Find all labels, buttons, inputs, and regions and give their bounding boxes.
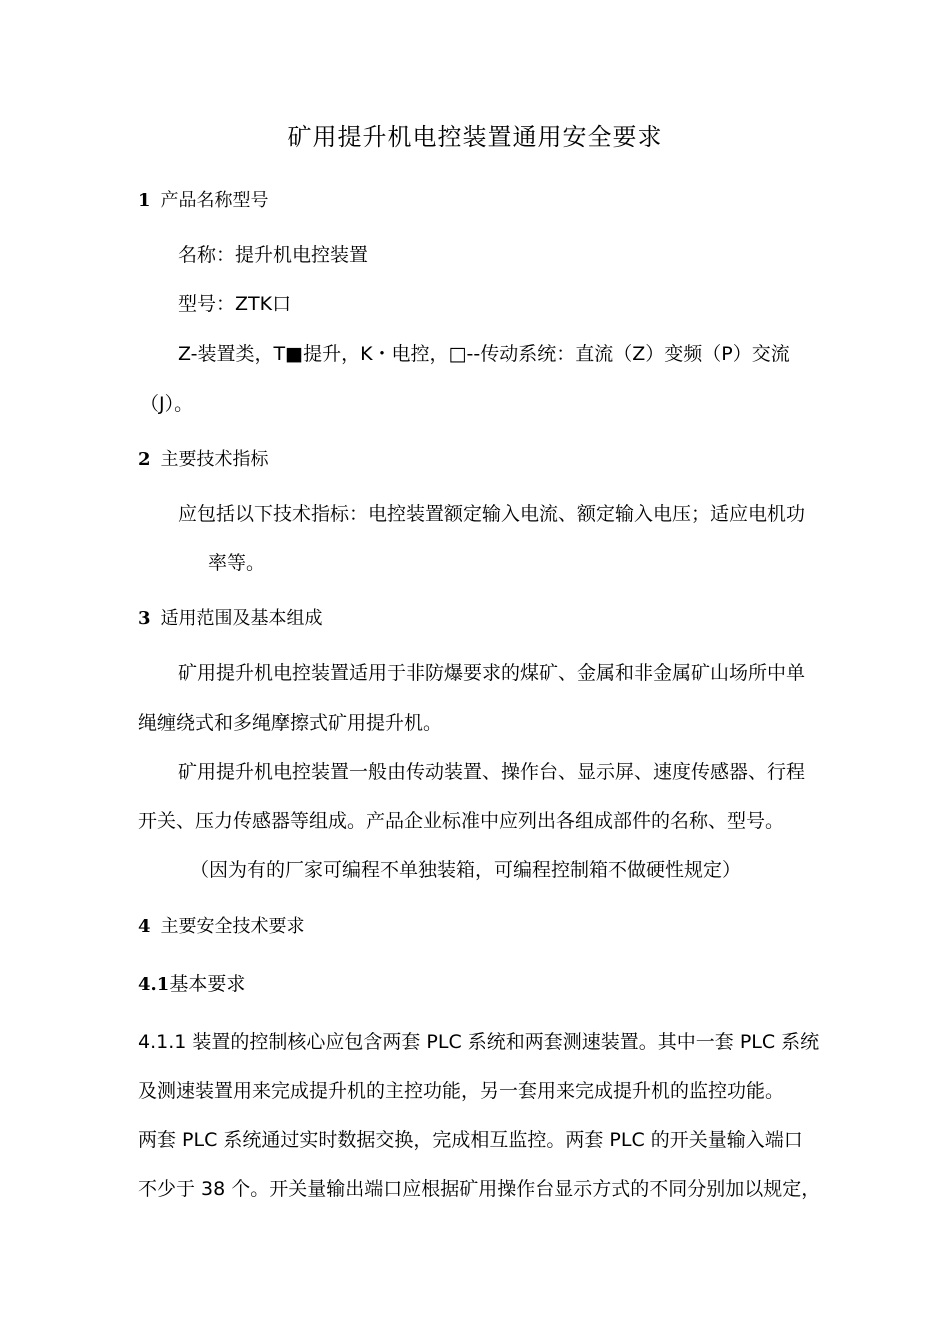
paragraph-line: 绳缠绕式和多绳摩擦式矿用提升机。 [138,712,443,734]
section-title: 主要安全技术要求 [160,916,305,937]
paragraph-line: 矿用提升机电控装置一般由传动装置、操作台、显示屏、速度传感器、行程 [178,761,806,783]
section-number: 1 [138,190,151,211]
paragraph-line: 4.1.1 装置的控制核心应包含两套 PLC 系统和两套测速装置。其中一套 PLC 系统 [138,1031,820,1053]
subsection-4-1-heading [138,972,245,997]
section-1-heading [138,189,269,213]
page-title: 矿用提升机电控装置通用安全要求 [287,123,663,151]
paragraph-line: 矿用提升机电控装置适用于非防爆要求的煤矿、金属和非金属矿山场所中单 [178,662,806,684]
section-title: 适用范围及基本组成 [160,608,323,629]
paragraph-line: 不少于 38 个。开关量输出端口应根据矿用操作台显示方式的不同分别加以规定， [138,1178,821,1200]
section-title: 产品名称型号 [160,190,269,211]
paragraph-line: 开关、压力传感器等组成。产品企业标准中应列出各组成部件的名称、型号。 [138,810,785,832]
paragraph-line: 及测速装置用来完成提升机的主控功能，另一套用来完成提升机的监控功能。 [138,1080,785,1102]
section-number: 3 [138,608,151,629]
paragraph-line: （J）。 [140,393,194,415]
section-number: 2 [138,449,151,470]
paragraph-line: Z-装置类，T■提升，K・电控，□--传动系统：直流（Z）变频（P）交流 [178,343,790,365]
subsection-title: 基本要求 [169,973,246,995]
paragraph-line: 两套 PLC 系统通过实时数据交换，完成相互监控。两套 PLC 的开关量输入端口 [138,1129,803,1151]
paragraph-line: 率等。 [208,552,266,574]
paragraph-line: 应包括以下技术指标：电控装置额定输入电流、额定输入电压；适应电机功 [178,503,806,525]
paragraph-line: 型号：ZTK口 [178,293,292,315]
section-2-heading [138,448,269,472]
section-4-heading [138,915,305,939]
section-title: 主要技术指标 [160,449,269,470]
subsection-number: 4.1 [138,974,170,995]
paragraph-note: （因为有的厂家可编程不单独装箱，可编程控制箱不做硬性规定） [190,859,742,881]
paragraph-line: 名称：提升机电控装置 [178,244,369,266]
section-number: 4 [138,916,151,937]
section-3-heading [138,607,323,631]
